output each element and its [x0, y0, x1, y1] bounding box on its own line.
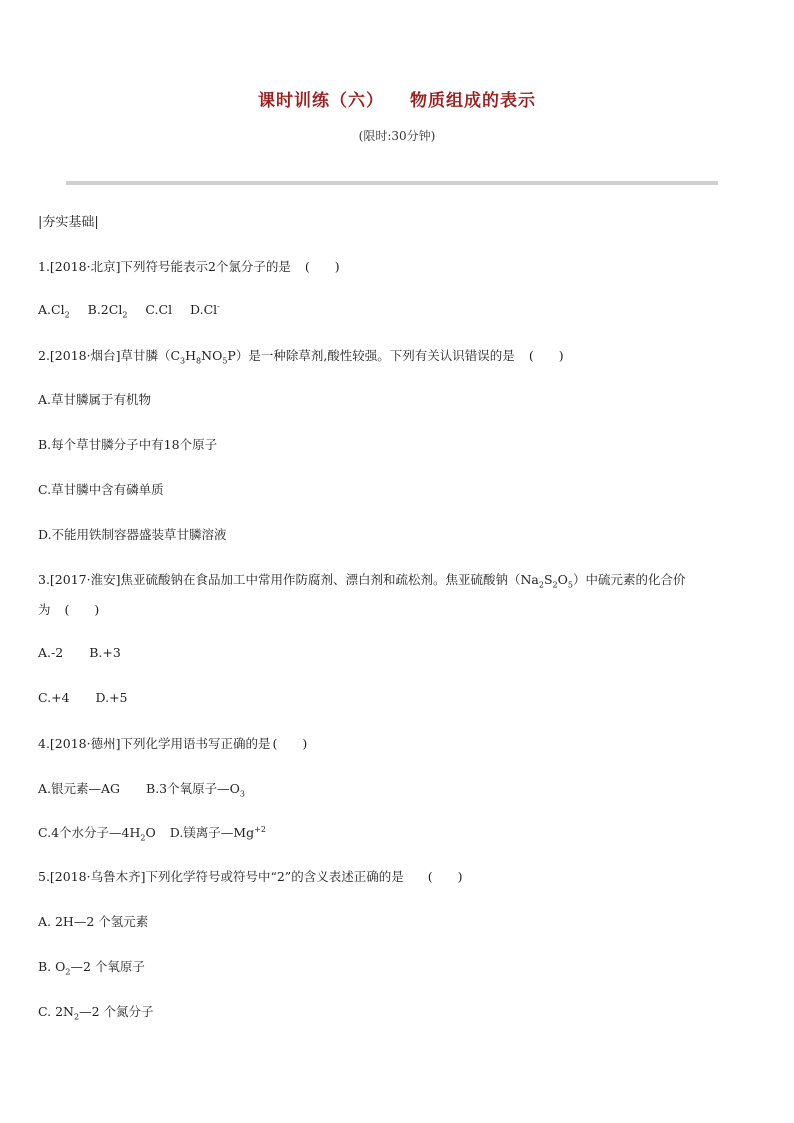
q5-option-b: B. $O_2—2$ 个氧原子	[38, 959, 145, 977]
q2-option-c: C.草甘膦中含有磷单质	[38, 482, 164, 497]
q5-answer-blank: ( )	[427, 869, 463, 884]
page-title	[0, 86, 794, 111]
q4-option-a: A.银元素—AG	[38, 781, 121, 796]
q3-option-a: A.-2	[38, 645, 64, 660]
question-3-cont: 为 ( )	[38, 602, 100, 617]
q1-text: 1.[2018·北京]下列符号能表示2个氯分子的是	[38, 259, 291, 274]
title-left: 课时训练（六）	[258, 91, 384, 111]
title-right: 物质组成的表示	[410, 91, 536, 111]
question-2: 2.[2018·烟台]草甘膦$(C_3H_8NO_5P)$是一种除草剂,酸性较强。下列有关认识错误的是 ( )	[38, 348, 564, 366]
q4-option-b: B.3个氧原子$—O_3$	[146, 781, 245, 799]
section-heading: |夯实基础|	[38, 215, 99, 230]
question-5: 5.[2018·乌鲁木齐]下列化学符号或符号中“2”的含义表述正确的是 ( )	[38, 869, 463, 884]
q4-options-ab	[38, 779, 259, 799]
q2-answer-blank: ( )	[528, 348, 564, 363]
q1-answer-blank: ( )	[304, 259, 340, 274]
q3-options-ab	[38, 645, 135, 660]
q2-option-a: A.草甘膦属于有机物	[38, 392, 152, 407]
q4-options-cd	[38, 823, 280, 843]
header-divider	[66, 181, 718, 185]
q2-option-b: B.每个草甘膦分子中有18个原子	[38, 437, 218, 452]
q1-option-a: $A.Cl_2$	[38, 302, 70, 320]
time-limit: (限时:30分钟)	[358, 129, 436, 143]
q4-answer-blank: ( )	[272, 736, 308, 751]
q3-option-c: C.+4	[38, 690, 70, 705]
question-3: 3.[2017·淮安]焦亚硫酸钠在食品加工中常用作防腐剂、漂白剂和疏松剂。焦亚硫酸钠$(Na_2S_2O_5)$中硫元素的化合价	[38, 572, 686, 590]
q3-option-b: B.+3	[89, 645, 121, 660]
q3-options-cd	[38, 690, 142, 705]
question-4: 4.[2018·德州]下列化学用语书写正确的是 ( )	[38, 736, 308, 751]
q5-option-c: C. $2N_2—2$ 个氮分子	[38, 1004, 154, 1022]
q3-option-d: D.+5	[95, 690, 128, 705]
q1-option-c: C.Cl	[145, 302, 173, 318]
q4-option-c: C.4个水分子$—4H_2O$	[38, 825, 156, 843]
q4-option-d: D.镁离子$—Mg^{+2}$	[169, 824, 266, 840]
q5-option-a: A. 2H—2 个氢元素	[38, 914, 149, 929]
q2-option-d: D.不能用铁制容器盛装草甘膦溶液	[38, 527, 227, 542]
q3-answer-blank: ( )	[64, 602, 100, 617]
q1-option-b: $B.2Cl_2$	[87, 302, 128, 320]
q1-option-d: D.Cl-	[190, 302, 220, 318]
q1-options	[38, 302, 234, 320]
question-1	[38, 257, 340, 275]
